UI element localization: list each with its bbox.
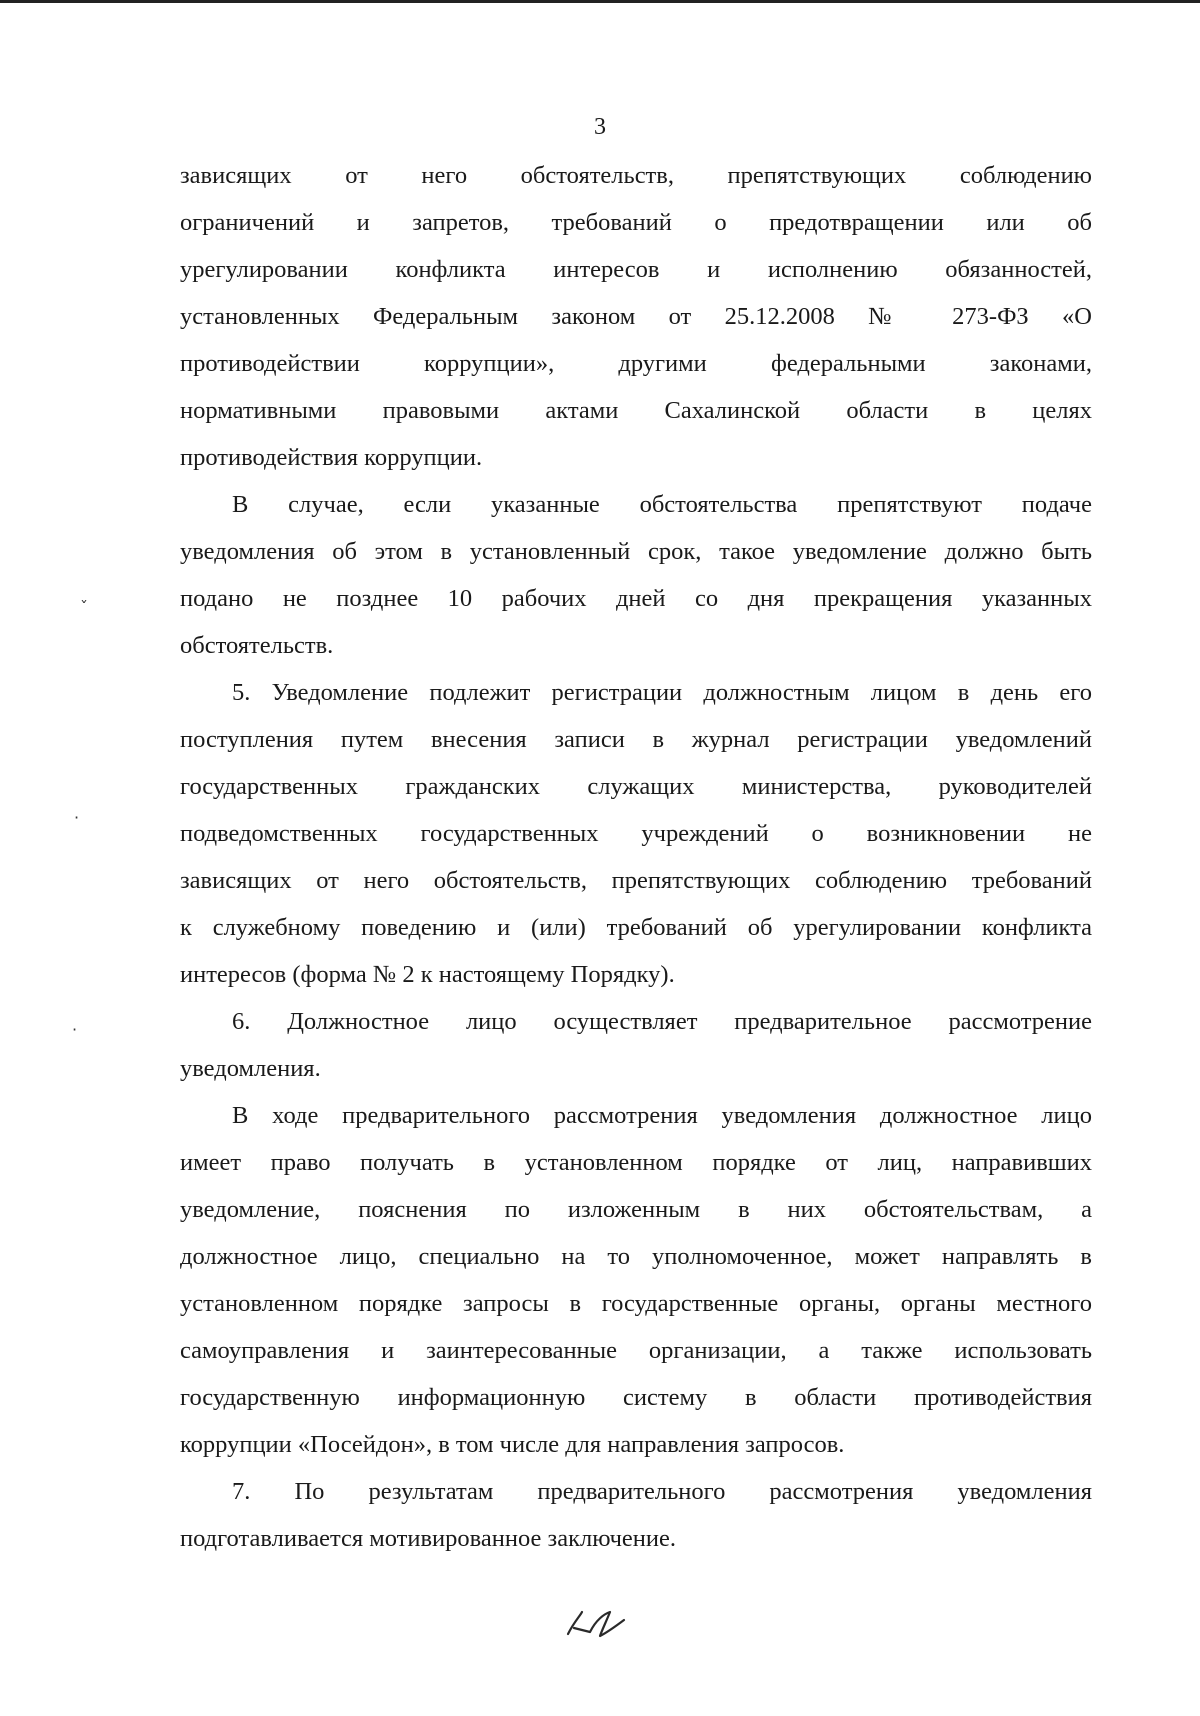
paragraph-delay-notice (180, 481, 1092, 669)
text-line: государственную информационную систему в области противодействия (180, 1384, 1092, 1411)
text-line: ограничений и запретов, требований о предотвращении или об (180, 209, 1092, 236)
document-body (180, 152, 1092, 1562)
handwritten-initials-icon (560, 1604, 640, 1644)
text-line: уведомление, пояснения по изложенным в них обстоятельствам, а (180, 1196, 1092, 1223)
text-line: В ходе предварительного рассмотрения уведомления должностное лицо (232, 1102, 1092, 1129)
text-line: к служебному поведению и (или) требований об урегулировании конфликта (180, 914, 1092, 941)
text-line: подготавливается мотивированное заключение. (180, 1525, 677, 1552)
scan-speck-icon: · (74, 808, 80, 827)
text-line: подано не позднее 10 рабочих дней со дня прекращения указанных (180, 585, 1092, 612)
text-line: установленных Федеральным законом от 25.12.2008 № 273-ФЗ «О (180, 303, 1092, 330)
text-line: интересов (форма № 2 к настоящему Порядку). (180, 961, 675, 988)
text-line: установленном порядке запросы в государственные органы, органы местного (180, 1290, 1092, 1317)
top-scan-border (0, 0, 1200, 3)
text-line: государственных гражданских служащих министерства, руководителей (180, 773, 1092, 800)
text-line: поступления путем внесения записи в журнал регистрации уведомлений (180, 726, 1092, 753)
text-line: противодействии коррупции», другими федеральными законами, (180, 350, 1092, 377)
text-line: 6. Должностное лицо осуществляет предварительное рассмотрение (232, 1008, 1092, 1035)
text-line: должностное лицо, специально на то уполномоченное, может направлять в (180, 1243, 1092, 1270)
text-line: урегулировании конфликта интересов и исполнению обязанностей, (180, 256, 1092, 283)
scan-speck-icon: ˇ (80, 598, 88, 617)
page-number: 3 (594, 114, 606, 140)
text-line: обстоятельств. (180, 632, 334, 659)
text-line: зависящих от него обстоятельств, препятствующих соблюдению требований (180, 867, 1092, 894)
text-line: нормативными правовыми актами Сахалинской области в целях (180, 397, 1092, 424)
paragraph-item-5 (180, 669, 1092, 998)
paragraph-item-6 (180, 998, 1092, 1092)
text-line: уведомления об этом в установленный срок, такое уведомление должно быть (180, 538, 1092, 565)
text-line: уведомления. (180, 1055, 321, 1082)
text-line: 5. Уведомление подлежит регистрации должностным лицом в день его (232, 679, 1092, 706)
paragraph-continuation (180, 152, 1092, 481)
scan-speck-icon: · (72, 1020, 78, 1039)
text-line: имеет право получать в установленном порядке от лиц, направивших (180, 1149, 1092, 1176)
paragraph-review (180, 1092, 1092, 1468)
text-line: самоуправления и заинтересованные организации, а также использовать (180, 1337, 1092, 1364)
text-line: В случае, если указанные обстоятельства препятствуют подаче (232, 491, 1092, 518)
text-line: подведомственных государственных учреждений о возникновении не (180, 820, 1092, 847)
text-line: противодействия коррупции. (180, 444, 483, 471)
paragraph-item-7 (180, 1468, 1092, 1562)
text-line: зависящих от него обстоятельств, препятствующих соблюдению (180, 162, 1092, 189)
text-line: коррупции «Посейдон», в том числе для направления запросов. (180, 1431, 845, 1458)
text-line: 7. По результатам предварительного рассмотрения уведомления (232, 1478, 1092, 1505)
